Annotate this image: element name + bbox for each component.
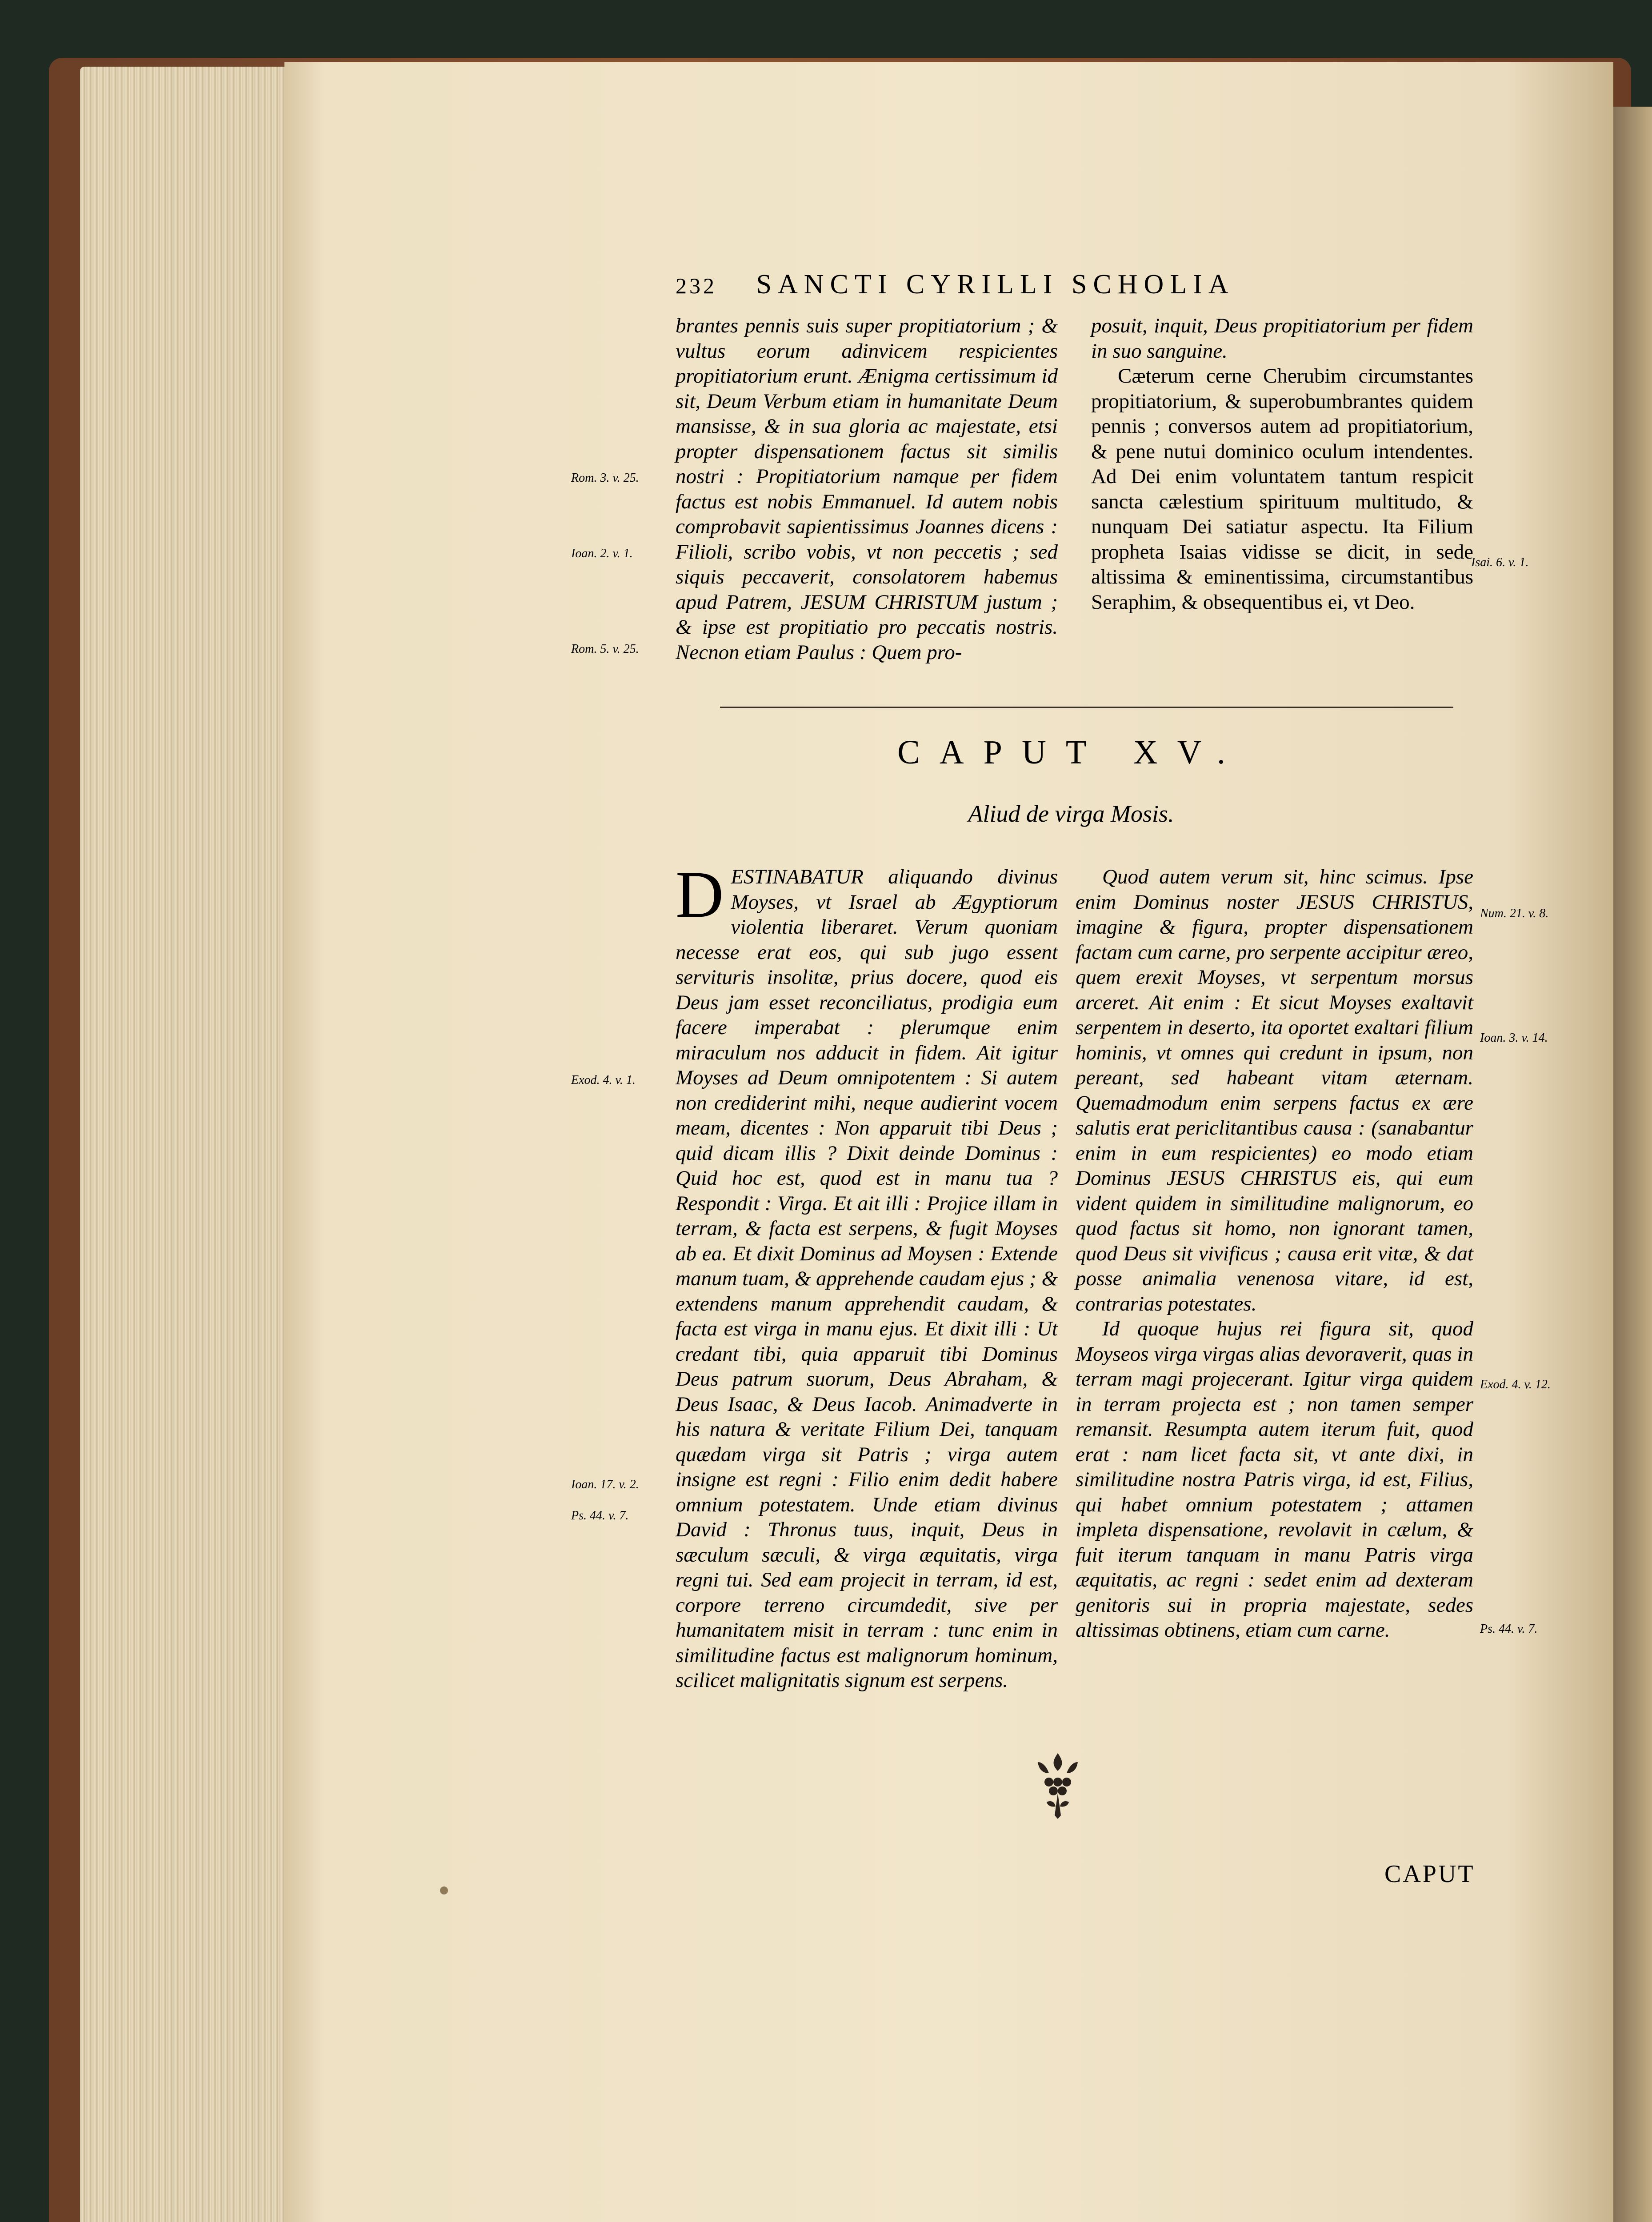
- top-left-column: [676, 313, 1058, 665]
- drop-capital: D: [676, 858, 724, 931]
- margin-note: Ioan. 2. v. 1.: [571, 547, 633, 560]
- page-edges: [80, 67, 293, 2222]
- running-title: SANCTI CYRILLI SCHOLIA: [756, 269, 1235, 300]
- paragraph: brantes pennis suis super propitiatorium ; & vultus eorum adinvicem respicientes propitiatorium erunt. Ænigma certissimum id sit, Deum Verbum etiam in humanitate Deum mansisse, & in sua gloria ac majestate, etsi propter dispensationem factus sit similis nostri : Propitiatorium namque per fidem factus est nobis Emmanuel. Id autem nobis comprobavit sapientissimus Joannes dicens : Filioli, scribo vobis, vt non peccetis ; sed siquis peccaverit, consolatorem habemus apud Patrem, JESUM CHRISTUM justum ; & ipse est propitiatio pro peccatis nostris. Necnon etiam Paulus : Quem pro-: [676, 314, 1058, 664]
- paragraph: Quod autem verum sit, hinc scimus. Ipse enim Dominus noster JESUS CHRISTUS, imagine & figura, propter dispensationem factam cum carne, pro serpente accipitur æreo, quem erexit Moyses, vt serpentum morsus arceret. Ait enim : Et sicut Moyses exaltavit serpentem in deserto, ita oportet exaltari filium hominis, vt omnes qui credunt in ipsum, non pereant, sed habeant vitam æternam. Quemadmodum enim serpens factus ex ære salutis erat periclitantibus causa : (sanabantur enim in eum respicientes) eo modo etiam Dominus JESUS CHRISTUS eis, qui eum vident quidem in similitudine malignorum, eo quod factus sit homo, non ignorant tamen, quod Deus sit vivificus ; causa erit vitæ, & dat posse animalia venenosa vitare, id est, contrarias potestates.: [1076, 865, 1473, 1315]
- margin-note: Exod. 4. v. 12.: [1480, 1378, 1551, 1391]
- paragraph: Cæterum cerne Cherubim circumstantes propitiatorium, & superobumbrantes quidem pennis ; conversos autem ad propitiatorium, & pene nutui dominico oculum intendentes. Ad Dei enim voluntatem tantum respicit sancta cælestium spirituum multitudo, & nunquam Dei satiatur aspectu. Ita Filium propheta Isaias vidisse se dicit, in sede altissima & eminentissima, circumstantibus Seraphim, & obsequentibus ei, vt Deo.: [1091, 364, 1473, 614]
- paragraph: Id quoque hujus rei figura sit, quod Moyseos virga virgas alias devoraverit, quas in terram magi projecerant. Igitur virga quidem in terram projecta est ; non tamen semper remansit. Resumpta autem iterum fuit, quod erat : nam licet facta sit, vt ante dixi, in similitudine nostra Patris virga, id est, Filius, qui habet omnium potestatem ; attamen impleta dispensatione, revolavit in cælum, & fuit iterum tanquam in manu Patris virga æquitatis, ac regni : sedet enim ad dexteram genitoris sui in propria majestate, sedes altissimas obtinens, etiam cum carne.: [1076, 1317, 1473, 1642]
- facing-page-edge: [1609, 107, 1652, 2222]
- paper-stain: [440, 1886, 448, 1894]
- margin-note: Ps. 44. v. 7.: [571, 1509, 629, 1523]
- margin-note: Num. 21. v. 8.: [1480, 907, 1549, 920]
- margin-note: Rom. 5. v. 25.: [571, 642, 639, 656]
- chapter-subtitle: Aliud de virga Mosis.: [968, 800, 1174, 827]
- bottom-right-column: [1076, 864, 1473, 1643]
- margin-note: Ioan. 17. v. 2.: [571, 1478, 639, 1491]
- section-rule: [720, 707, 1453, 708]
- fleuron-ornament-icon: [1029, 1749, 1087, 1820]
- margin-note: Ps. 44. v. 7.: [1480, 1622, 1538, 1636]
- paragraph: ESTINABATUR aliquando divinus Moyses, vt Israel ab Ægyptiorum violentia liberaret. Verum quoniam necesse erat eos, qui sub jugo essent servituris insolitæ, prius docere, quod eis Deus jam esset reconciliatus, prodigia eum facere imperabat : plerumque enim miraculum nos adducit in fidem. Ait igitur Moyses ad Deum omnipotentem : Si autem non crediderint mihi, neque audierint vocem meam, dicentes : Non apparuit tibi Deus ; quid dicam illis ? Dixit deinde Dominus : Quid hoc est, quod est in manu tua ? Respondit : Virga. Et ait illi : Projice illam in terram, & facta est serpens, & fugit Moyses ab ea. Et dixit Dominus ad Moysen : Extende manum tuam, & apprehende caudam ejus ; & extendens manum apprehendit caudam, & facta est virga in manu ejus. Et dixit illi : Ut credant tibi, quia apparuit tibi Dominus Deus patrum suorum, Deus Abraham, & Deus Isaac, & Deus Iacob. Animadverte in his natura & veritate Filium Dei, tanquam quædam virga sit Patris ; virga autem insigne est regni : Filio enim dedit habere omnium potestatem. Unde etiam divinus David : Thronus tuus, inquit, Deus in sæculum sæculi, & virga æquitatis, virga regni tui. Sed eam projecit in terram, id est, corpore terreno circumdedit, sive per humanitatem misit in terram : tunc enim in similitudine factus est malignorum hominum, scilicet malignitatis signum est serpens.: [676, 865, 1058, 1692]
- margin-note: Isai. 6. v. 1.: [1471, 556, 1529, 569]
- margin-note: Ioan. 3. v. 14.: [1480, 1031, 1548, 1045]
- chapter-heading: CAPUT XV.: [897, 734, 1245, 771]
- top-right-column: [1091, 313, 1473, 615]
- margin-note: Exod. 4. v. 1.: [571, 1073, 636, 1087]
- running-header: [676, 269, 1235, 300]
- catchword: CAPUT: [1384, 1860, 1475, 1888]
- bottom-left-column: [676, 858, 1058, 1693]
- margin-note: Rom. 3. v. 25.: [571, 471, 639, 485]
- paragraph: posuit, inquit, Deus propitiatorium per fidem in suo sanguine.: [1091, 314, 1473, 363]
- page-number: 232: [676, 273, 717, 298]
